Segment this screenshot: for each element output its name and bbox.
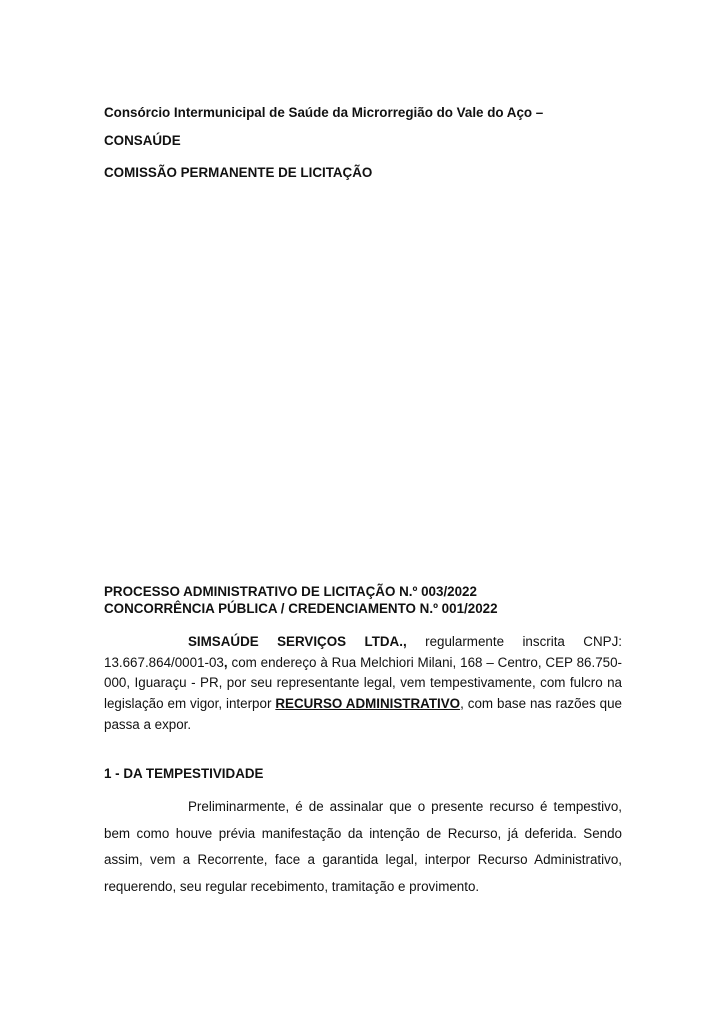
intro-text-a: regularmente inscrita CNPJ: (406, 634, 622, 649)
commission-title: COMISSÃO PERMANENTE DE LICITAÇÃO (104, 165, 373, 180)
cnpj-number: 13.667.864/0001-03 (104, 654, 224, 670)
intro-text-b: com endereço à Rua Melchiori Milani, 168 – Centro, CEP 86.750-000, Iguaraçu - PR, por seu representante legal, vem tempestivamente, com fulcro na legislação em vigor, interpor (104, 654, 622, 712)
tempestividade-paragraph (104, 794, 622, 900)
competition-number: CONCORRÊNCIA PÚBLICA / CREDENCIAMENTO N.º 001/2022 (104, 601, 498, 616)
intro-text-c: , com base nas razões que passa a expor. (104, 696, 623, 732)
company-name: SIMSAÚDE SERVIÇOS LTDA., (188, 634, 407, 649)
tempestividade-text: Preliminarmente, é de assinalar que o presente recurso é tempestivo, bem como houve prévia manifestação da intenção de Recurso, já deferida. Sendo assim, vem a Recorrente, face a garantida legal, interpor Recurso Administrativo, requerendo, seu regular recebimento, tramitação e provimento. (104, 799, 622, 894)
process-number: PROCESSO ADMINISTRATIVO DE LICITAÇÃO N.º 003/2022 (104, 584, 477, 599)
section-heading-tempestividade: 1 - DA TEMPESTIVIDADE (104, 766, 264, 781)
recurso-highlight: RECURSO ADMINISTRATIVO (275, 696, 461, 712)
intro-paragraph (104, 632, 622, 736)
process-header (104, 583, 622, 617)
consortium-name: Consórcio Intermunicipal de Saúde da Microrregião do Vale do Aço – (104, 105, 544, 120)
cnpj-comma: , (223, 654, 228, 670)
consortium-acronym: CONSAÚDE (104, 133, 181, 148)
consortium-header (104, 99, 622, 155)
